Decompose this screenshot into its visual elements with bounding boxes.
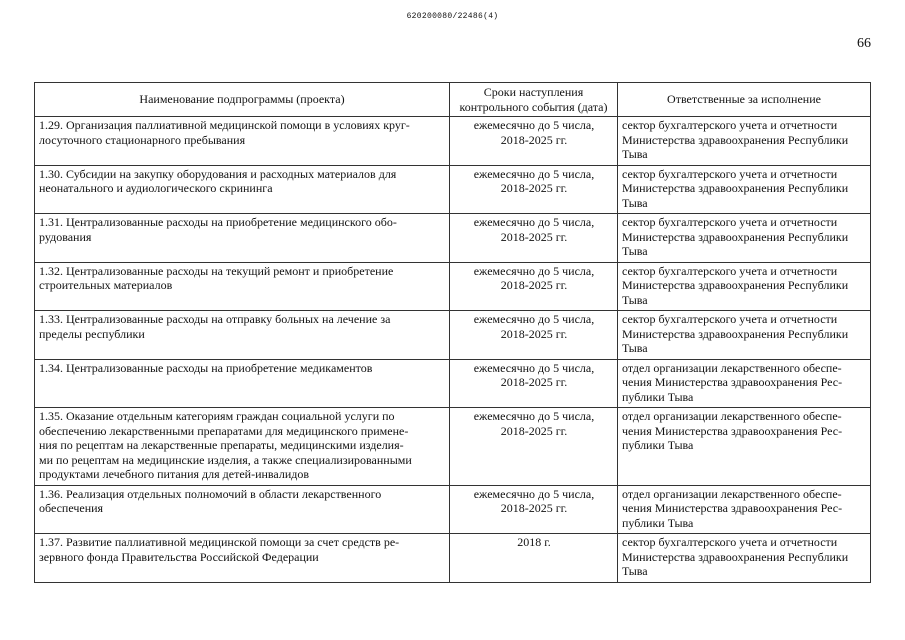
- row-responsible: сектор бухгалтерского учета и отчетности Министерства здравоохранения Республики Тыва: [618, 311, 871, 360]
- table-row: [35, 165, 871, 214]
- row-name: 1.36. Реализация отдельных полномочий в области лекарственного обеспечения: [35, 485, 450, 534]
- row-dates: ежемесячно до 5 числа, 2018-2025 гг.: [450, 485, 618, 534]
- row-dates: ежемесячно до 5 числа, 2018-2025 гг.: [450, 214, 618, 263]
- row-dates: ежемесячно до 5 числа, 2018-2025 гг.: [450, 165, 618, 214]
- row-responsible: отдел организации лекарственного обеспе- чения Министерства здравоохранения Рес- публики Тыва: [618, 485, 871, 534]
- row-name: 1.34. Централизованные расходы на приобретение медикаментов: [35, 359, 450, 408]
- row-dates: ежемесячно до 5 числа, 2018-2025 гг.: [450, 262, 618, 311]
- table-row: [35, 117, 871, 166]
- row-responsible: отдел организации лекарственного обеспе- чения Министерства здравоохранения Рес- публики Тыва: [618, 359, 871, 408]
- header-dates: Сроки наступления контрольного события (дата): [450, 83, 618, 117]
- table-row: [35, 262, 871, 311]
- row-dates: ежемесячно до 5 числа, 2018-2025 гг.: [450, 311, 618, 360]
- table-row: [35, 534, 871, 583]
- row-responsible: сектор бухгалтерского учета и отчетности Министерства здравоохранения Республики Тыва: [618, 214, 871, 263]
- row-dates: 2018 г.: [450, 534, 618, 583]
- table-row: [35, 214, 871, 263]
- header-name: Наименование подпрограммы (проекта): [35, 83, 450, 117]
- row-name: 1.37. Развитие паллиативной медицинской помощи за счет средств ре- зервного фонда Правительства Российской Федерации: [35, 534, 450, 583]
- document-code: 620200080/22486(4): [406, 12, 499, 21]
- table-row: [35, 485, 871, 534]
- row-name: 1.33. Централизованные расходы на отправку больных на лечение за пределы республики: [35, 311, 450, 360]
- row-dates: ежемесячно до 5 числа, 2018-2025 гг.: [450, 359, 618, 408]
- subprogram-table: [34, 82, 871, 583]
- row-responsible: сектор бухгалтерского учета и отчетности Министерства здравоохранения Республики Тыва: [618, 117, 871, 166]
- row-dates: ежемесячно до 5 числа, 2018-2025 гг.: [450, 408, 618, 486]
- row-responsible: сектор бухгалтерского учета и отчетности Министерства здравоохранения Республики Тыва: [618, 262, 871, 311]
- page-number: 66: [857, 36, 871, 51]
- row-name: 1.30. Субсидии на закупку оборудования и расходных материалов для неонатального и аудиологического скрининга: [35, 165, 450, 214]
- row-dates: ежемесячно до 5 числа, 2018-2025 гг.: [450, 117, 618, 166]
- row-name: 1.29. Организация паллиативной медицинской помощи в условиях круг- лосуточного стационарного пребывания: [35, 117, 450, 166]
- header-responsible: Ответственные за исполнение: [618, 83, 871, 117]
- table-row: [35, 311, 871, 360]
- row-responsible: отдел организации лекарственного обеспе- чения Министерства здравоохранения Рес- публики Тыва: [618, 408, 871, 486]
- table-header-row: [35, 83, 871, 117]
- row-responsible: сектор бухгалтерского учета и отчетности Министерства здравоохранения Республики Тыва: [618, 534, 871, 583]
- row-responsible: сектор бухгалтерского учета и отчетности Министерства здравоохранения Республики Тыва: [618, 165, 871, 214]
- table-row: [35, 408, 871, 486]
- row-name: 1.32. Централизованные расходы на текущий ремонт и приобретение строительных материалов: [35, 262, 450, 311]
- table-row: [35, 359, 871, 408]
- row-name: 1.31. Централизованные расходы на приобретение медицинского обо- рудования: [35, 214, 450, 263]
- row-name: 1.35. Оказание отдельным категориям граждан социальной услуги по обеспечению лекарственными препаратами для медицинского примене- ния по рецептам на лекарственные препараты, медицинскими изделия- ми по рецептам на медицинские изделия, а также специализированными продуктами лечебного питания для детей-инвалидов: [35, 408, 450, 486]
